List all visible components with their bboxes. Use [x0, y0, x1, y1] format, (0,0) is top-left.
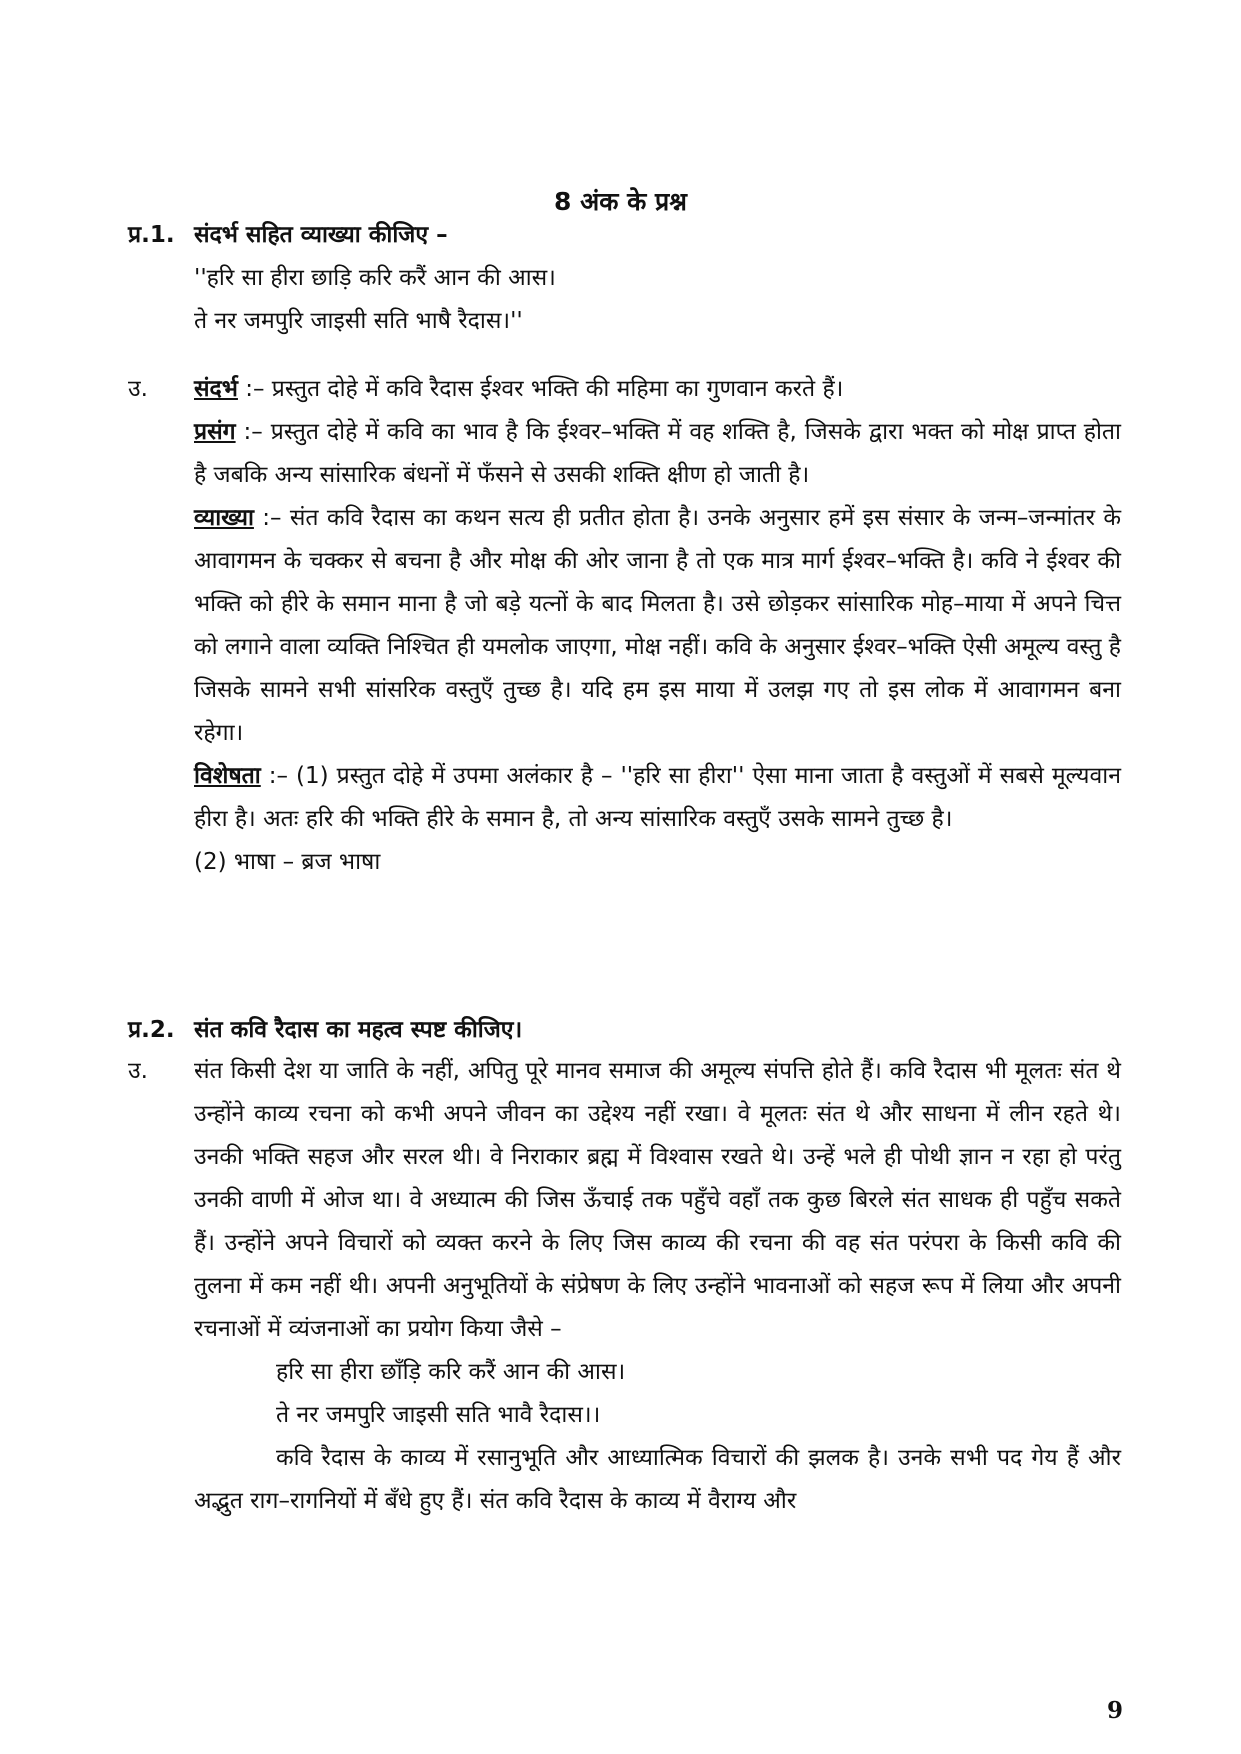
- visheshta-text: :– (1) प्रस्तुत दोहे में उपमा अलंकार है – ''हरि सा हीरा'' ऐसा माना जाता है वस्तुओं में सबसे मूल्यवान हीरा है। अतः हरि की भक्ति हीरे के समान है, तो अन्य सांसारिक वस्तुएँ उसके सामने तुच्छ है।: [194, 763, 1122, 832]
- question-1-verse-line-1: ''हरि सा हीरा छाड़ि करि करैं आन की आस।: [194, 265, 556, 291]
- answer-2: [128, 1050, 1121, 1523]
- question-1-verse-line-2: ते नर जमपुरि जाइसी सति भाषै रैदास।'': [194, 308, 523, 334]
- sandarbh-term: संदर्भ: [194, 376, 238, 402]
- sandarbh-paragraph: [194, 368, 1121, 411]
- answer-2-verse-line-2: ते नर जमपुरि जाइसी सति भावै रैदास।।: [276, 1402, 601, 1428]
- vyakhya-term: व्याख्या: [194, 505, 254, 531]
- answer-2-verse-line-1: हरि सा हीरा छाँड़ि करि करैं आन की आस।: [276, 1359, 626, 1385]
- answer-1-label: उ.: [128, 376, 148, 402]
- question-1-label: प्र.1.: [128, 222, 175, 248]
- question-1: [128, 214, 1121, 343]
- section-heading: 8 अंक के प्रश्न: [554, 187, 687, 216]
- answer-2-paragraph-1: संत किसी देश या जाति के नहीं, अपितु पूरे मानव समाज की अमूल्य संपत्ति होते हैं। कवि रैदास भी मूलतः संत थे उन्होंने काव्य रचना को कभी अपने जीवन का उद्देश्य नहीं रखा। वे मूलतः संत थे और साधना में लीन रहते थे। उनकी भक्ति सहज और सरल थी। वे निराकार ब्रह्म में विश्वास रखते थे। उन्हें भले ही पोथी ज्ञान न रहा हो परंतु उनकी वाणी में ओज था। वे अध्यात्म की जिस ऊँचाई तक पहुँचे वहाँ तक कुछ बिरले संत साधक ही पहुँच सकते हैं। उन्होंने अपने विचारों को व्यक्त करने के लिए जिस काव्य की रचना की वह संत परंपरा के किसी कवि की तुलना में कम नहीं थी। अपनी अनुभूतियों के संप्रेषण के लिए उन्होंने भावनाओं को सहज रूप में लिया और अपनी रचनाओं में व्यंजनाओं का प्रयोग किया जैसे –: [194, 1058, 1121, 1342]
- question-2-label: प्र.2.: [128, 1017, 175, 1043]
- prasang-text: :– प्रस्तुत दोहे में कवि का भाव है कि ईश्वर–भक्ति में वह शक्ति है, जिसके द्वारा भक्त को मोक्ष प्राप्त होता है जबकि अन्य सांसारिक बंधनों में फँसने से उसकी शक्ति क्षीण हो जाती है।: [194, 419, 1121, 488]
- prasang-term: प्रसंग: [194, 419, 236, 445]
- page-number: 9: [1106, 1697, 1123, 1724]
- answer-1: [128, 368, 1121, 884]
- vyakhya-paragraph: [194, 497, 1121, 755]
- answer-2-paragraph-2: कवि रैदास के काव्य में रसानुभूति और आध्यात्मिक विचारों की झलक है। उनके सभी पद गेय हैं और अद्भुत राग–रागनियों में बँधे हुए हैं। संत कवि रैदास के काव्य में वैराग्य और: [194, 1445, 1121, 1514]
- prasang-paragraph: [194, 411, 1121, 497]
- sandarbh-text: :– प्रस्तुत दोहे में कवि रैदास ईश्वर भक्ति की महिमा का गुणवान करते हैं।: [245, 376, 844, 402]
- answer-2-label: उ.: [128, 1058, 148, 1084]
- question-2-text: संत कवि रैदास का महत्व स्पष्ट कीजिए।: [194, 1017, 523, 1043]
- visheshta-term: विशेषता: [194, 763, 261, 789]
- visheshta-paragraph: [194, 755, 1121, 841]
- bhasha-line: (2) भाषा – ब्रज भाषा: [194, 849, 381, 875]
- question-1-text: संदर्भ सहित व्याख्या कीजिए –: [194, 222, 448, 248]
- question-2: [128, 1009, 1121, 1052]
- vyakhya-text: :– संत कवि रैदास का कथन सत्य ही प्रतीत होता है। उनके अनुसार हमें इस संसार के जन्म–जन्मांतर के आवागमन के चक्कर से बचना है और मोक्ष की ओर जाना है तो एक मात्र मार्ग ईश्वर–भक्ति है। कवि ने ईश्वर की भक्ति को हीरे के समान माना है जो बड़े यत्नों के बाद मिलता है। उसे छोड़कर सांसारिक मोह–माया में अपने चित्त को लगाने वाला व्यक्ति निश्चित ही यमलोक जाएगा, मोक्ष नहीं। कवि के अनुसार ईश्वर–भक्ति ऐसी अमूल्य वस्तु है जिसके सामने सभी सांसरिक वस्तुएँ तुच्छ है। यदि हम इस माया में उलझ गए तो इस लोक में आवागमन बना रहेगा।: [194, 505, 1121, 746]
